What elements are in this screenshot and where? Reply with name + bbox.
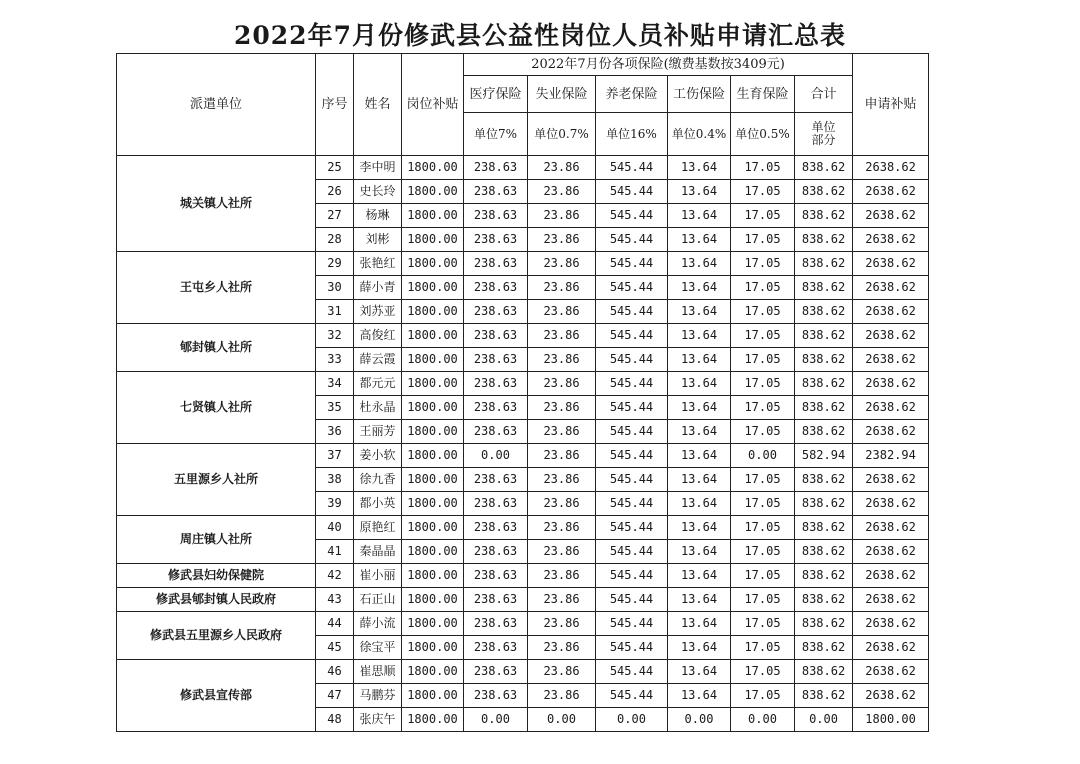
unemployment-cell: 23.86 (528, 588, 596, 612)
unemployment-cell: 23.86 (528, 372, 596, 396)
medical-cell: 238.63 (464, 300, 528, 324)
seq-cell: 35 (316, 396, 354, 420)
dept-name-cell: 修武县郇封镇人民政府 (117, 588, 316, 612)
name-cell: 刘彬 (354, 228, 402, 252)
seq-cell: 32 (316, 324, 354, 348)
maternity-cell: 17.05 (731, 348, 795, 372)
name-cell: 史长玲 (354, 180, 402, 204)
header-apply: 申请补贴 (853, 54, 929, 156)
table-row (117, 516, 929, 540)
seq-cell: 44 (316, 612, 354, 636)
name-cell: 李中明 (354, 156, 402, 180)
maternity-cell: 17.05 (731, 420, 795, 444)
pension-cell: 545.44 (596, 492, 668, 516)
rate-pension: 单位16% (596, 113, 668, 156)
name-cell: 崔思顺 (354, 660, 402, 684)
header-post: 岗位补贴 (402, 54, 464, 156)
pension-cell: 545.44 (596, 396, 668, 420)
total-cell: 838.62 (795, 660, 853, 684)
post-cell: 1800.00 (402, 228, 464, 252)
apply-cell: 2638.62 (853, 636, 929, 660)
seq-cell: 26 (316, 180, 354, 204)
total-cell: 838.62 (795, 612, 853, 636)
maternity-cell: 17.05 (731, 276, 795, 300)
name-cell: 马鹏芬 (354, 684, 402, 708)
injury-cell: 13.64 (668, 180, 731, 204)
name-cell: 张艳红 (354, 252, 402, 276)
medical-cell: 238.63 (464, 540, 528, 564)
maternity-cell: 17.05 (731, 492, 795, 516)
total-cell: 838.62 (795, 276, 853, 300)
post-cell: 1800.00 (402, 708, 464, 732)
post-cell: 1800.00 (402, 636, 464, 660)
unemployment-cell: 23.86 (528, 684, 596, 708)
unemployment-cell: 23.86 (528, 444, 596, 468)
pension-cell: 545.44 (596, 372, 668, 396)
apply-cell: 2638.62 (853, 180, 929, 204)
apply-cell: 2638.62 (853, 396, 929, 420)
maternity-cell: 17.05 (731, 660, 795, 684)
apply-cell: 2638.62 (853, 468, 929, 492)
post-cell: 1800.00 (402, 156, 464, 180)
name-cell: 都小英 (354, 492, 402, 516)
post-cell: 1800.00 (402, 540, 464, 564)
maternity-cell: 17.05 (731, 156, 795, 180)
pension-cell: 545.44 (596, 564, 668, 588)
dept-name-cell: 七贤镇人社所 (117, 372, 316, 444)
subsidy-summary-table (116, 53, 929, 732)
pension-cell: 545.44 (596, 636, 668, 660)
medical-cell: 238.63 (464, 420, 528, 444)
pension-cell: 545.44 (596, 300, 668, 324)
total-cell: 838.62 (795, 540, 853, 564)
maternity-cell: 0.00 (731, 444, 795, 468)
apply-cell: 2638.62 (853, 204, 929, 228)
dept-name-cell: 修武县宣传部 (117, 660, 316, 732)
medical-cell: 238.63 (464, 660, 528, 684)
maternity-cell: 17.05 (731, 252, 795, 276)
dept-name-cell: 郇封镇人社所 (117, 324, 316, 372)
dept-name-cell: 修武县妇幼保健院 (117, 564, 316, 588)
apply-cell: 2638.62 (853, 540, 929, 564)
apply-cell: 2638.62 (853, 372, 929, 396)
total-cell: 838.62 (795, 252, 853, 276)
seq-cell: 30 (316, 276, 354, 300)
seq-cell: 39 (316, 492, 354, 516)
maternity-cell: 17.05 (731, 612, 795, 636)
medical-cell: 238.63 (464, 180, 528, 204)
seq-cell: 47 (316, 684, 354, 708)
injury-cell: 13.64 (668, 348, 731, 372)
total-cell: 838.62 (795, 324, 853, 348)
medical-cell: 238.63 (464, 492, 528, 516)
header-pension: 养老保险 (596, 76, 668, 113)
apply-cell: 2638.62 (853, 324, 929, 348)
injury-cell: 0.00 (668, 708, 731, 732)
seq-cell: 33 (316, 348, 354, 372)
post-cell: 1800.00 (402, 468, 464, 492)
name-cell: 徐九香 (354, 468, 402, 492)
maternity-cell: 17.05 (731, 540, 795, 564)
injury-cell: 13.64 (668, 276, 731, 300)
pension-cell: 545.44 (596, 684, 668, 708)
apply-cell: 2382.94 (853, 444, 929, 468)
maternity-cell: 17.05 (731, 636, 795, 660)
name-cell: 刘苏亚 (354, 300, 402, 324)
apply-cell: 2638.62 (853, 348, 929, 372)
header-seq: 序号 (316, 54, 354, 156)
unemployment-cell: 23.86 (528, 228, 596, 252)
name-cell: 姜小软 (354, 444, 402, 468)
injury-cell: 13.64 (668, 300, 731, 324)
medical-cell: 238.63 (464, 252, 528, 276)
apply-cell: 2638.62 (853, 564, 929, 588)
apply-cell: 2638.62 (853, 228, 929, 252)
seq-cell: 28 (316, 228, 354, 252)
header-injury: 工伤保险 (668, 76, 731, 113)
unemployment-cell: 23.86 (528, 660, 596, 684)
name-cell: 原艳红 (354, 516, 402, 540)
unemployment-cell: 23.86 (528, 612, 596, 636)
pension-cell: 545.44 (596, 228, 668, 252)
total-cell: 838.62 (795, 300, 853, 324)
apply-cell: 2638.62 (853, 420, 929, 444)
table-row (117, 156, 929, 180)
total-cell: 838.62 (795, 588, 853, 612)
pension-cell: 545.44 (596, 660, 668, 684)
injury-cell: 13.64 (668, 636, 731, 660)
total-cell: 838.62 (795, 204, 853, 228)
seq-cell: 37 (316, 444, 354, 468)
medical-cell: 238.63 (464, 564, 528, 588)
medical-cell: 238.63 (464, 396, 528, 420)
apply-cell: 2638.62 (853, 516, 929, 540)
unemployment-cell: 23.86 (528, 636, 596, 660)
injury-cell: 13.64 (668, 516, 731, 540)
injury-cell: 13.64 (668, 372, 731, 396)
pension-cell: 545.44 (596, 420, 668, 444)
apply-cell: 2638.62 (853, 156, 929, 180)
pension-cell: 545.44 (596, 156, 668, 180)
table-row (117, 612, 929, 636)
post-cell: 1800.00 (402, 588, 464, 612)
pension-cell: 545.44 (596, 444, 668, 468)
post-cell: 1800.00 (402, 324, 464, 348)
medical-cell: 238.63 (464, 636, 528, 660)
maternity-cell: 17.05 (731, 516, 795, 540)
maternity-cell: 17.05 (731, 228, 795, 252)
medical-cell: 238.63 (464, 372, 528, 396)
seq-cell: 38 (316, 468, 354, 492)
total-cell: 838.62 (795, 228, 853, 252)
pension-cell: 0.00 (596, 708, 668, 732)
unemployment-cell: 23.86 (528, 156, 596, 180)
name-cell: 张庆午 (354, 708, 402, 732)
pension-cell: 545.44 (596, 468, 668, 492)
total-cell: 838.62 (795, 396, 853, 420)
unemployment-cell: 23.86 (528, 300, 596, 324)
dept-name-cell: 五里源乡人社所 (117, 444, 316, 516)
dept-name-cell: 周庄镇人社所 (117, 516, 316, 564)
injury-cell: 13.64 (668, 252, 731, 276)
unemployment-cell: 23.86 (528, 492, 596, 516)
post-cell: 1800.00 (402, 300, 464, 324)
total-cell: 838.62 (795, 348, 853, 372)
post-cell: 1800.00 (402, 516, 464, 540)
name-cell: 秦晶晶 (354, 540, 402, 564)
unemployment-cell: 23.86 (528, 564, 596, 588)
maternity-cell: 17.05 (731, 300, 795, 324)
maternity-cell: 17.05 (731, 564, 795, 588)
total-cell: 0.00 (795, 708, 853, 732)
header-unemployment: 失业保险 (528, 76, 596, 113)
name-cell: 都元元 (354, 372, 402, 396)
header-dept: 派遣单位 (117, 54, 316, 156)
unemployment-cell: 23.86 (528, 180, 596, 204)
apply-cell: 2638.62 (853, 684, 929, 708)
maternity-cell: 17.05 (731, 588, 795, 612)
seq-cell: 46 (316, 660, 354, 684)
medical-cell: 238.63 (464, 228, 528, 252)
table-row (117, 252, 929, 276)
maternity-cell: 17.05 (731, 372, 795, 396)
injury-cell: 13.64 (668, 396, 731, 420)
document-title: 2022年7月份修武县公益性岗位人员补贴申请汇总表 (234, 21, 846, 50)
post-cell: 1800.00 (402, 684, 464, 708)
apply-cell: 2638.62 (853, 492, 929, 516)
maternity-cell: 17.05 (731, 324, 795, 348)
seq-cell: 36 (316, 420, 354, 444)
maternity-cell: 17.05 (731, 396, 795, 420)
post-cell: 1800.00 (402, 564, 464, 588)
pension-cell: 545.44 (596, 588, 668, 612)
total-cell: 582.94 (795, 444, 853, 468)
unemployment-cell: 23.86 (528, 420, 596, 444)
post-cell: 1800.00 (402, 612, 464, 636)
apply-cell: 2638.62 (853, 276, 929, 300)
seq-cell: 31 (316, 300, 354, 324)
injury-cell: 13.64 (668, 660, 731, 684)
maternity-cell: 17.05 (731, 684, 795, 708)
unemployment-cell: 23.86 (528, 468, 596, 492)
name-cell: 高俊红 (354, 324, 402, 348)
seq-cell: 40 (316, 516, 354, 540)
post-cell: 1800.00 (402, 372, 464, 396)
unemployment-cell: 23.86 (528, 348, 596, 372)
injury-cell: 13.64 (668, 612, 731, 636)
injury-cell: 13.64 (668, 324, 731, 348)
pension-cell: 545.44 (596, 180, 668, 204)
seq-cell: 48 (316, 708, 354, 732)
post-cell: 1800.00 (402, 444, 464, 468)
name-cell: 杜永晶 (354, 396, 402, 420)
injury-cell: 13.64 (668, 540, 731, 564)
medical-cell: 0.00 (464, 708, 528, 732)
name-cell: 石正山 (354, 588, 402, 612)
post-cell: 1800.00 (402, 396, 464, 420)
injury-cell: 13.64 (668, 564, 731, 588)
medical-cell: 238.63 (464, 324, 528, 348)
header-total: 合计 (795, 76, 853, 113)
table-body (117, 54, 929, 732)
name-cell: 王丽芳 (354, 420, 402, 444)
seq-cell: 43 (316, 588, 354, 612)
seq-cell: 27 (316, 204, 354, 228)
rate-medical: 单位7% (464, 113, 528, 156)
rate-maternity: 单位0.5% (731, 113, 795, 156)
medical-cell: 238.63 (464, 468, 528, 492)
maternity-cell: 17.05 (731, 204, 795, 228)
total-cell: 838.62 (795, 636, 853, 660)
unemployment-cell: 23.86 (528, 276, 596, 300)
pension-cell: 545.44 (596, 348, 668, 372)
name-cell: 薛小流 (354, 612, 402, 636)
pension-cell: 545.44 (596, 276, 668, 300)
medical-cell: 238.63 (464, 588, 528, 612)
apply-cell: 1800.00 (853, 708, 929, 732)
injury-cell: 13.64 (668, 684, 731, 708)
post-cell: 1800.00 (402, 276, 464, 300)
table-row (117, 588, 929, 612)
medical-cell: 238.63 (464, 156, 528, 180)
injury-cell: 13.64 (668, 468, 731, 492)
injury-cell: 13.64 (668, 420, 731, 444)
total-cell: 838.62 (795, 372, 853, 396)
maternity-cell: 17.05 (731, 180, 795, 204)
header-row-1 (117, 54, 929, 76)
post-cell: 1800.00 (402, 204, 464, 228)
pension-cell: 545.44 (596, 324, 668, 348)
table-row (117, 444, 929, 468)
total-cell: 838.62 (795, 516, 853, 540)
table-row (117, 660, 929, 684)
apply-cell: 2638.62 (853, 660, 929, 684)
medical-cell: 238.63 (464, 516, 528, 540)
medical-cell: 238.63 (464, 612, 528, 636)
pension-cell: 545.44 (596, 540, 668, 564)
medical-cell: 238.63 (464, 204, 528, 228)
unemployment-cell: 23.86 (528, 516, 596, 540)
pension-cell: 545.44 (596, 612, 668, 636)
seq-cell: 29 (316, 252, 354, 276)
header-insurance-group: 2022年7月份各项保险(缴费基数按3409元) (464, 54, 853, 76)
post-cell: 1800.00 (402, 252, 464, 276)
post-cell: 1800.00 (402, 180, 464, 204)
medical-cell: 238.63 (464, 276, 528, 300)
medical-cell: 238.63 (464, 348, 528, 372)
header-maternity: 生育保险 (731, 76, 795, 113)
medical-cell: 0.00 (464, 444, 528, 468)
apply-cell: 2638.62 (853, 252, 929, 276)
apply-cell: 2638.62 (853, 612, 929, 636)
name-cell: 崔小丽 (354, 564, 402, 588)
injury-cell: 13.64 (668, 588, 731, 612)
total-cell: 838.62 (795, 156, 853, 180)
name-cell: 薛小青 (354, 276, 402, 300)
total-cell: 838.62 (795, 684, 853, 708)
injury-cell: 13.64 (668, 204, 731, 228)
seq-cell: 42 (316, 564, 354, 588)
total-cell: 838.62 (795, 420, 853, 444)
total-cell: 838.62 (795, 180, 853, 204)
apply-cell: 2638.62 (853, 300, 929, 324)
unemployment-cell: 23.86 (528, 540, 596, 564)
post-cell: 1800.00 (402, 420, 464, 444)
unemployment-cell: 23.86 (528, 252, 596, 276)
injury-cell: 13.64 (668, 228, 731, 252)
apply-cell: 2638.62 (853, 588, 929, 612)
unemployment-cell: 23.86 (528, 324, 596, 348)
rate-total: 单位部分 (795, 113, 853, 156)
seq-cell: 34 (316, 372, 354, 396)
dept-name-cell: 王屯乡人社所 (117, 252, 316, 324)
medical-cell: 238.63 (464, 684, 528, 708)
maternity-cell: 0.00 (731, 708, 795, 732)
post-cell: 1800.00 (402, 660, 464, 684)
seq-cell: 41 (316, 540, 354, 564)
total-cell: 838.62 (795, 468, 853, 492)
dept-name-cell: 修武县五里源乡人民政府 (117, 612, 316, 660)
pension-cell: 545.44 (596, 252, 668, 276)
seq-cell: 25 (316, 156, 354, 180)
name-cell: 薛云霞 (354, 348, 402, 372)
pension-cell: 545.44 (596, 204, 668, 228)
maternity-cell: 17.05 (731, 468, 795, 492)
rate-unemployment: 单位0.7% (528, 113, 596, 156)
seq-cell: 45 (316, 636, 354, 660)
name-cell: 徐宝平 (354, 636, 402, 660)
name-cell: 杨琳 (354, 204, 402, 228)
injury-cell: 13.64 (668, 492, 731, 516)
post-cell: 1800.00 (402, 348, 464, 372)
table-row (117, 324, 929, 348)
pension-cell: 545.44 (596, 516, 668, 540)
header-name: 姓名 (354, 54, 402, 156)
dept-name-cell: 城关镇人社所 (117, 156, 316, 252)
injury-cell: 13.64 (668, 156, 731, 180)
header-medical: 医疗保险 (464, 76, 528, 113)
unemployment-cell: 0.00 (528, 708, 596, 732)
total-cell: 838.62 (795, 564, 853, 588)
post-cell: 1800.00 (402, 492, 464, 516)
unemployment-cell: 23.86 (528, 396, 596, 420)
unemployment-cell: 23.86 (528, 204, 596, 228)
total-cell: 838.62 (795, 492, 853, 516)
injury-cell: 13.64 (668, 444, 731, 468)
table-row (117, 564, 929, 588)
table-row (117, 372, 929, 396)
rate-injury: 单位0.4% (668, 113, 731, 156)
